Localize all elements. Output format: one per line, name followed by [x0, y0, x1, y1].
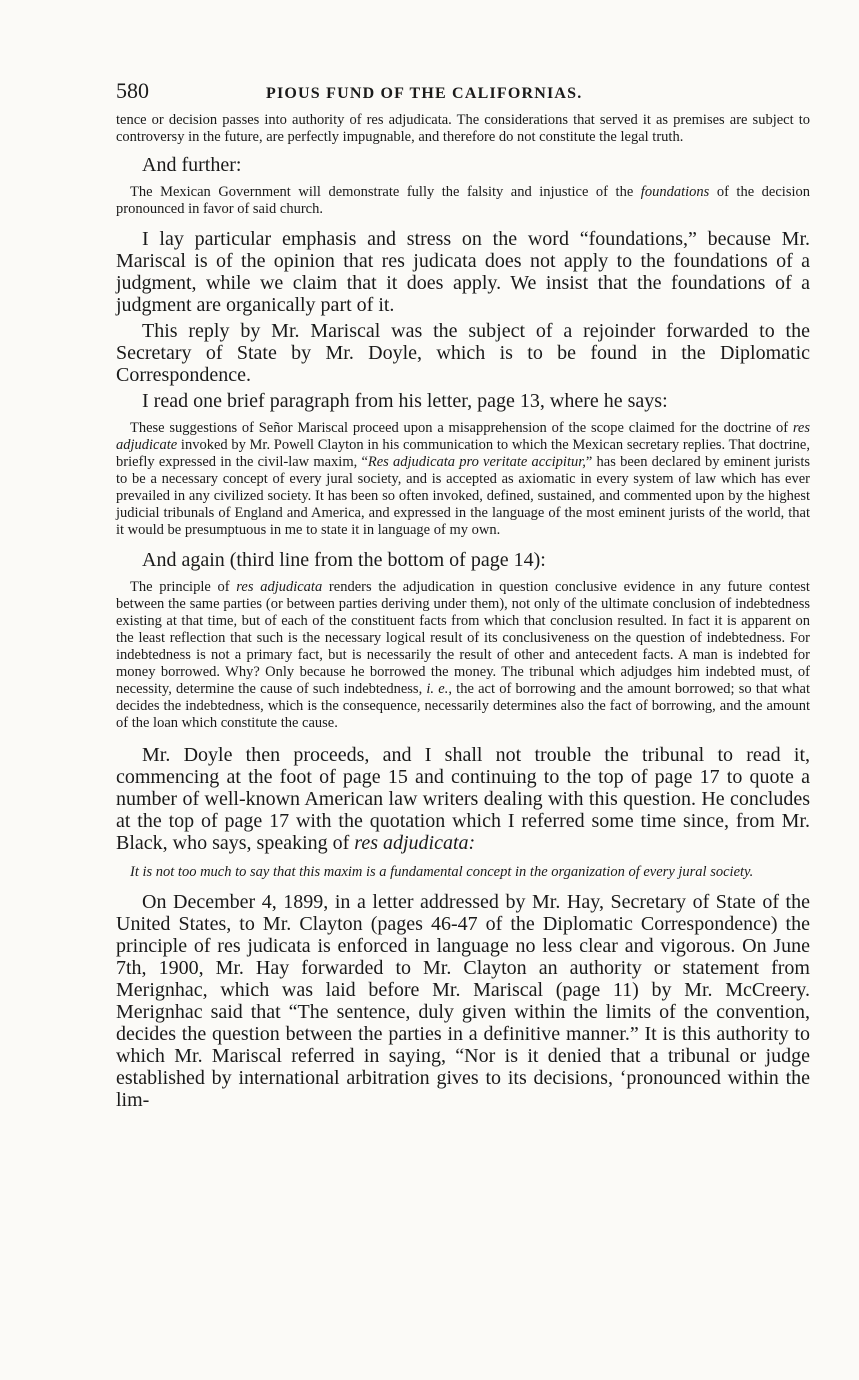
quote-text: renders the adjudication in question conclusive evidence in any future contest between the same parties (or between parties deriving under them), not only of the ultimate conclusion of indebtedness existing at that time, but of each of the constituent facts from which that conclusion resulted. In fact it is apparent on the least reflection that such is the necessary logical result of its conclusiveness on the question of indebtedness. For indebtedness is not a primary fact, but is necessarily the result of other and antecedent facts. A man is indebted for money borrowed. Why? Only because he borrowed the money. The tribunal which adjudges him indebted must, of necessity, determine the cause of such indebtedness,: [116, 579, 810, 697]
quote-text: The Mexican Government will demonstrate fully the falsity and injustice of the: [130, 184, 641, 200]
block-quote-principle: [116, 579, 810, 732]
quote-text: , the act of borrowing and the amount borrowed; so that what decides the indebtedness, which is the consequence, necessarily determines also the fact of borrowing, and the amount of the loan which constitute the cause.: [116, 681, 810, 731]
running-title: PIOUS FUND OF THE CALIFORNIAS.: [266, 85, 583, 102]
paragraph-read-brief: I read one brief paragraph from his letter, page 13, where he says:: [142, 390, 668, 412]
block-quote-black: It is not too much to say that this maxim is a fundamental concept in the organization of every jural society.: [130, 864, 754, 880]
quote-text: invoked by Mr. Powell Clayton in his communication to which the Mexican secretary replies. That doctrine, briefly expressed in the civil-law maxim, “: [116, 437, 810, 470]
paragraph-rejoinder: This reply by Mr. Mariscal was the subject of a rejoinder forwarded to the Secretary of State by Mr. Doyle, which is to be found in the Diplomatic Correspondence.: [116, 320, 810, 386]
running-head: [116, 78, 810, 112]
quote-text: of the decision pronounced in favor of said church.: [116, 184, 810, 217]
paragraph-hay-letter: On December 4, 1899, in a letter addressed by Mr. Hay, Secretary of State of the United States, to Mr. Clayton (pages 46-47 of the Diplomatic Correspondence) the principle of res judicata is enforced in language no less clear and vigorous. On June 7th, 1900, Mr. Hay forwarded to Mr. Clayton an authority or statement from Merignhac, which was laid before Mr. Mariscal (page 11) by Mr. McCreery. Merignhac said that “The sentence, duly given within the limits of the convention, decides the question between the parties in a definitive manner.” It is this authority to which Mr. Mariscal referred in saying, “Nor is it denied that a tribunal or judge established by international arbitration gives to its decisions, ‘pronounced within the lim-: [116, 891, 810, 1111]
paragraph-continuation: tence or decision passes into authority of res adjudicata. The considerations that served it as premises are subject to controversy in the future, are perfectly impugnable, and therefore do not constitute the legal truth.: [116, 112, 810, 145]
block-quote-foundations: [116, 184, 810, 218]
paragraph-emphasis: I lay particular emphasis and stress on the word “foundations,” because Mr. Mariscal is of the opinion that res judicata does not apply to the foundations of a judgment, while we claim that it does apply. We insist that the foundations of a judgment are organically part of it.: [116, 228, 810, 316]
quote-emphasis: res adjudicata: [236, 579, 323, 595]
block-quote-doyle: [116, 420, 810, 539]
quote-emphasis: foundations: [640, 184, 710, 200]
document-page: [116, 78, 810, 1111]
paragraph-text: Mr. Doyle then proceeds, and I shall not trouble the tribunal to read it, commencing at the foot of page 15 and continuing to the top of page 17 to quote a number of well-known American law writers dealing with this question. He concludes at the top of page 17 with the quotation which I referred some time since, from Mr. Black, who says, speaking of: [116, 744, 810, 854]
section-lead-further: And further:: [142, 154, 242, 176]
quote-text: The principle of: [130, 579, 237, 595]
quote-emphasis: Res adjudicata pro veritate accipitur,: [367, 454, 586, 470]
quote-text: These suggestions of Señor Mariscal proceed upon a misapprehension of the scope claimed for the doctrine of: [130, 420, 793, 436]
paragraph-doyle-proceeds: [116, 744, 810, 854]
quote-emphasis: res adjudicate: [116, 420, 810, 453]
page-number: 580: [116, 78, 149, 103]
quote-emphasis: i. e.: [426, 681, 449, 697]
quote-text: ” has been declared by eminent jurists to be a necessary concept of every jural society, and is accepted as axiomatic in every system of law which has ever prevailed in any civilized society. It has been so often invoked, defined, sustained, and commented upon by the highest judicial tribunals of England and America, and expressed in the language of the most eminent jurists of the world, that it would be presumptuous in me to state it in language of my own.: [116, 454, 810, 538]
paragraph-emphasis: res adjudicata:: [354, 832, 476, 854]
section-lead-again: And again (third line from the bottom of page 14):: [142, 549, 546, 571]
